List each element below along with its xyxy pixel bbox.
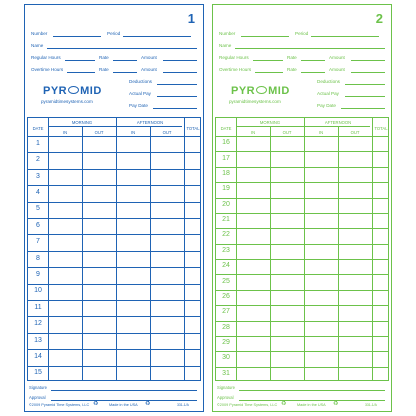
date-row-number: 3 [36, 172, 40, 180]
copyright: ©2009 Pyramid Time Systems, LLC [29, 403, 90, 407]
morning-header: MORNING [71, 120, 93, 125]
website: pyramidtimesystems.com [229, 99, 281, 104]
overtime-amount-label: Amount [329, 67, 345, 72]
amount-label: Amount [141, 55, 157, 60]
date-header: DATE [32, 126, 44, 131]
form-code: 331-1/A [177, 403, 189, 407]
overtime-hours-line[interactable] [255, 72, 283, 73]
rate-line[interactable] [301, 60, 325, 61]
col-line [184, 118, 185, 380]
morning-in-header: IN [62, 130, 68, 135]
date-row-number: 7 [36, 238, 40, 246]
header-line [216, 136, 388, 137]
row-line [28, 316, 200, 317]
name-line[interactable] [47, 48, 197, 49]
logo-ring-icon [256, 86, 267, 94]
approval-label: Approval [29, 395, 46, 400]
name-label: Name [31, 43, 44, 48]
row-line [28, 300, 200, 301]
amount-line[interactable] [163, 60, 197, 61]
col-line [236, 118, 237, 380]
row-line [216, 321, 388, 322]
row-line [28, 152, 200, 153]
deductions-label: Deductions [129, 79, 152, 84]
morning-out-header: OUT [282, 130, 292, 135]
recycle-icon: ♻ [281, 401, 287, 407]
date-row-number: 18 [222, 169, 230, 177]
row-line [216, 259, 388, 260]
date-row-number: 5 [36, 205, 40, 213]
regular-hours-label: Regular Hours [219, 55, 249, 60]
signature-line[interactable] [51, 390, 197, 391]
regular-hours-label: Regular Hours [31, 55, 61, 60]
date-row-number: 4 [36, 188, 40, 196]
row-line [216, 305, 388, 306]
date-row-number: 29 [222, 339, 230, 347]
date-row-number: 6 [36, 221, 40, 229]
overtime-hours-label: Overtime Hours [31, 67, 64, 72]
row-line [216, 198, 388, 199]
name-line[interactable] [235, 48, 385, 49]
pyramid-logo: PYR MID [43, 85, 102, 97]
row-line [28, 185, 200, 186]
row-line [28, 251, 200, 252]
date-row-number: 15 [34, 369, 42, 377]
row-line [216, 167, 388, 168]
date-row-number: 31 [222, 369, 230, 377]
period-line[interactable] [311, 36, 379, 37]
date-row-number: 11 [34, 303, 42, 311]
made-in-usa: Made in the USA [297, 403, 326, 407]
morning-header: MORNING [259, 120, 281, 125]
signature-line[interactable] [239, 390, 385, 391]
approval-line[interactable] [239, 400, 385, 401]
rate-label: Rate [287, 55, 297, 60]
row-line [216, 290, 388, 291]
total-header: TOTAL [186, 126, 200, 131]
row-line [28, 169, 200, 170]
date-row-number: 30 [222, 354, 230, 362]
period-label: Period [295, 31, 309, 36]
overtime-amount-label: Amount [141, 67, 157, 72]
amount-label: Amount [329, 55, 345, 60]
col-line [304, 118, 305, 380]
row-line [216, 336, 388, 337]
afternoon-in-header: IN [130, 130, 136, 135]
actual-pay-label: Actual Pay [129, 91, 151, 96]
date-row-number: 25 [222, 277, 230, 285]
date-row-number: 17 [222, 154, 230, 162]
date-row-number: 10 [34, 287, 42, 295]
number-line[interactable] [53, 36, 101, 37]
afternoon-header: AFTERNOON [136, 120, 164, 125]
col-line [82, 126, 83, 380]
approval-label: Approval [217, 395, 234, 400]
overtime-hours-line[interactable] [67, 72, 95, 73]
date-row-number: 20 [222, 200, 230, 208]
row-line [28, 218, 200, 219]
period-label: Period [107, 31, 121, 36]
logo-ring-icon [68, 86, 79, 94]
made-in-usa: Made in the USA [109, 403, 138, 407]
number-line[interactable] [241, 36, 289, 37]
date-row-number: 16 [222, 139, 230, 147]
overtime-rate-line[interactable] [113, 72, 137, 73]
overtime-rate-line[interactable] [301, 72, 325, 73]
row-line [216, 228, 388, 229]
name-label: Name [219, 43, 232, 48]
row-line [28, 202, 200, 203]
date-row-number: 21 [222, 216, 230, 224]
row-line [28, 333, 200, 334]
subheader-line [48, 126, 182, 127]
copyright: ©2009 Pyramid Time Systems, LLC [217, 403, 278, 407]
actual-pay-label: Actual Pay [317, 91, 339, 96]
approval-line[interactable] [51, 400, 197, 401]
signature-label: Signature [217, 385, 235, 390]
date-row-number: 27 [222, 308, 230, 316]
date-header: DATE [220, 126, 232, 131]
row-line [28, 349, 200, 350]
date-row-number: 8 [36, 254, 40, 262]
row-line [216, 151, 388, 152]
pay-date-line[interactable] [153, 108, 197, 109]
col-line [150, 126, 151, 380]
date-row-number: 14 [34, 352, 42, 360]
recycle-icon: ♻ [93, 401, 99, 407]
number-label: Number [219, 31, 236, 36]
time-grid [27, 117, 201, 381]
afternoon-in-header: IN [318, 130, 324, 135]
row-line [216, 274, 388, 275]
date-row-number: 9 [36, 270, 40, 278]
row-line [28, 267, 200, 268]
morning-out-header: OUT [94, 130, 104, 135]
signature-label: Signature [29, 385, 47, 390]
time-grid [215, 117, 389, 381]
regular-hours-line[interactable] [253, 60, 283, 61]
overtime-amount-line[interactable] [163, 72, 197, 73]
afternoon-out-header: OUT [162, 130, 172, 135]
actual-pay-line[interactable] [345, 96, 385, 97]
morning-in-header: IN [250, 130, 256, 135]
date-row-number: 24 [222, 262, 230, 270]
row-line [28, 234, 200, 235]
row-line [216, 244, 388, 245]
total-header: TOTAL [374, 126, 388, 131]
overtime-hours-label: Overtime Hours [219, 67, 252, 72]
website: pyramidtimesystems.com [41, 99, 93, 104]
overtime-amount-line[interactable] [351, 72, 385, 73]
rate-label: Rate [99, 55, 109, 60]
row-line [216, 213, 388, 214]
col-line [48, 118, 49, 380]
col-line [116, 118, 117, 380]
card-number: 2 [375, 11, 383, 26]
col-line [372, 118, 373, 380]
date-row-number: 12 [34, 320, 42, 328]
deductions-line[interactable] [345, 84, 385, 85]
row-line [28, 284, 200, 285]
recycle-icon: ♻ [333, 401, 339, 407]
actual-pay-line[interactable] [157, 96, 197, 97]
date-row-number: 2 [36, 156, 40, 164]
date-row-number: 23 [222, 246, 230, 254]
recycle-icon: ♻ [145, 401, 151, 407]
subheader-line [236, 126, 370, 127]
col-line [270, 126, 271, 380]
overtime-rate-label: Rate [287, 67, 297, 72]
pay-date-label: Pay Date [129, 103, 148, 108]
date-row-number: 1 [36, 139, 40, 147]
number-label: Number [31, 31, 48, 36]
pyramid-logo: PYR MID [231, 85, 290, 97]
pay-date-label: Pay Date [317, 103, 336, 108]
period-line[interactable] [123, 36, 191, 37]
afternoon-header: AFTERNOON [324, 120, 352, 125]
deductions-label: Deductions [317, 79, 340, 84]
rate-line[interactable] [113, 60, 137, 61]
row-line [28, 366, 200, 367]
form-code: 331-1/A [365, 403, 377, 407]
row-line [216, 351, 388, 352]
pay-date-line[interactable] [341, 108, 385, 109]
date-row-number: 26 [222, 292, 230, 300]
date-row-number: 19 [222, 185, 230, 193]
col-line [338, 126, 339, 380]
time-card-1 [24, 4, 204, 412]
row-line [216, 182, 388, 183]
afternoon-out-header: OUT [350, 130, 360, 135]
card-number: 1 [187, 11, 195, 26]
deductions-line[interactable] [157, 84, 197, 85]
time-card-2 [212, 4, 392, 412]
date-row-number: 13 [34, 336, 42, 344]
date-row-number: 28 [222, 323, 230, 331]
date-row-number: 22 [222, 231, 230, 239]
overtime-rate-label: Rate [99, 67, 109, 72]
amount-line[interactable] [351, 60, 385, 61]
regular-hours-line[interactable] [65, 60, 95, 61]
row-line [216, 367, 388, 368]
header-line [28, 136, 200, 137]
